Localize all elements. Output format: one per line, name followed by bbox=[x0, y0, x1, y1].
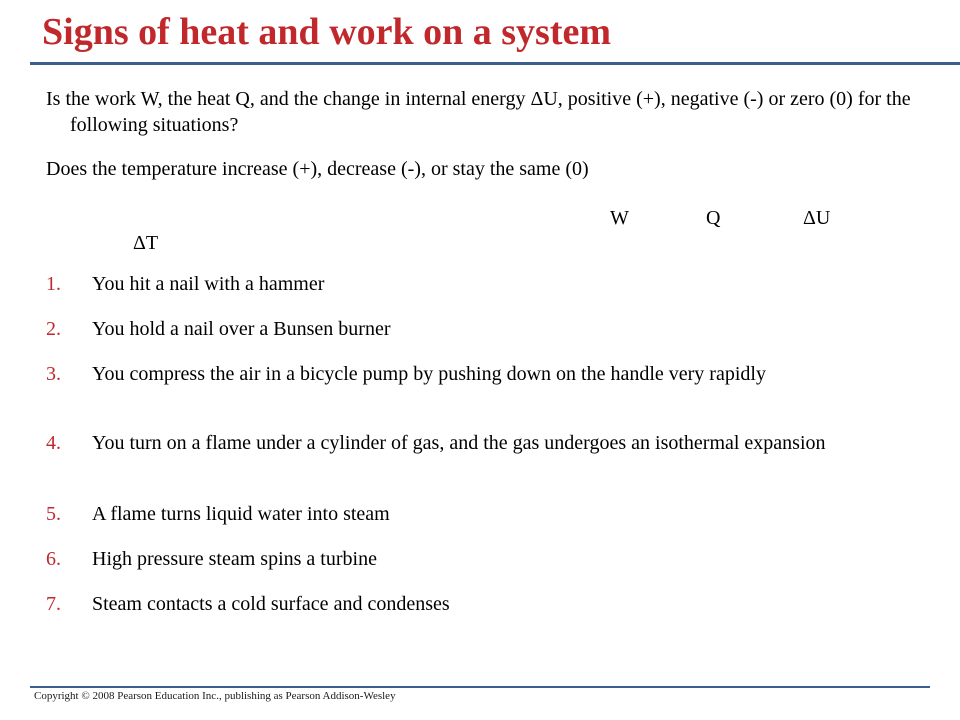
column-header-w: W bbox=[610, 207, 629, 229]
list-item bbox=[46, 592, 896, 616]
list-item-number: 1. bbox=[46, 273, 61, 295]
footer-divider bbox=[30, 686, 930, 688]
list-item-number: 4. bbox=[46, 432, 61, 454]
list-item-text: High pressure steam spins a turbine bbox=[92, 548, 377, 570]
column-header-delta-t: ΔT bbox=[133, 232, 159, 254]
list-item bbox=[46, 547, 896, 571]
list-item-number: 2. bbox=[46, 318, 61, 340]
column-header-q: Q bbox=[706, 207, 721, 229]
title-divider bbox=[30, 62, 960, 65]
list-item-text: Steam contacts a cold surface and condenses bbox=[92, 593, 450, 615]
list-item-text: You turn on a flame under a cylinder of gas, and the gas undergoes an isothermal expansion bbox=[92, 432, 826, 454]
list-item-text: You compress the air in a bicycle pump by pushing down on the handle very rapidly bbox=[92, 363, 766, 385]
list-item-number: 6. bbox=[46, 548, 61, 570]
list-item-text: A flame turns liquid water into steam bbox=[92, 503, 390, 525]
intro-question: Is the work W, the heat Q, and the change in internal energy ΔU, positive (+), negative (-) or zero (0) for the following situations? bbox=[46, 88, 911, 136]
slide-title: Signs of heat and work on a system bbox=[42, 11, 612, 53]
list-item bbox=[46, 362, 896, 386]
temperature-question: Does the temperature increase (+), decrease (-), or stay the same (0) bbox=[46, 158, 589, 180]
list-item bbox=[46, 431, 896, 455]
list-item bbox=[46, 272, 896, 296]
title-bar bbox=[0, 0, 960, 64]
list-item bbox=[46, 502, 896, 526]
copyright-footer: Copyright © 2008 Pearson Education Inc., publishing as Pearson Addison-Wesley bbox=[34, 690, 396, 702]
list-item-number: 7. bbox=[46, 593, 61, 615]
list-item-text: You hold a nail over a Bunsen burner bbox=[92, 318, 391, 340]
column-header-delta-u: ΔU bbox=[803, 207, 831, 229]
list-item-number: 5. bbox=[46, 503, 61, 525]
list-item-number: 3. bbox=[46, 363, 61, 385]
list-item-text: You hit a nail with a hammer bbox=[92, 273, 325, 295]
list-item bbox=[46, 317, 896, 341]
